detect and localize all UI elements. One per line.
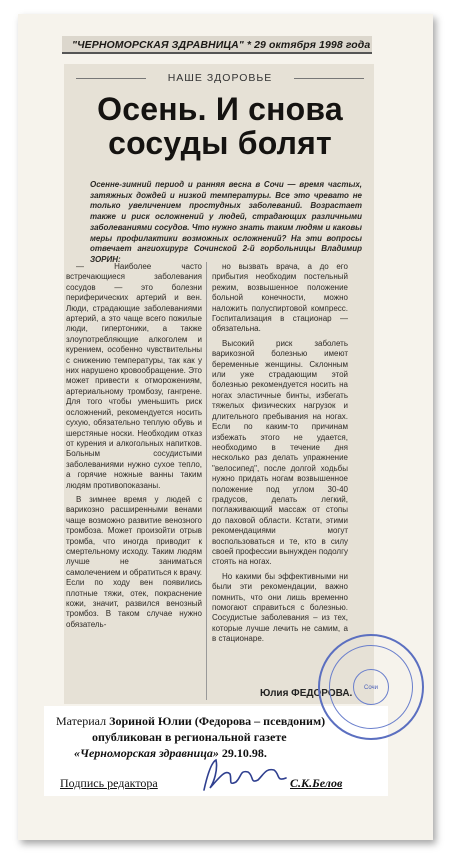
paragraph: Высокий риск заболеть варикозной болезнью имеют беременные женщины. Склонным или уже страдающим этой болезнью рекомендуется носить на ногах эластичные бинты, избегать тяжелых физических нагрузок и длительного пребывания на ногах. Если по каким-то причинам избежать этого не удается, необходимо в течение дня несколько раз делать упражнение "велосипед", после долгой ходьбы нужно придать ногам возвышенное положение под углом 30-40 градусов, делать легкий, поглаживающий массаж от стопы до паховой области. Кстати, этими рекомендациями могут воспользоваться и те, кто в силу своей профессии вынужден подолгу стоять на ногах. bbox=[212, 338, 348, 567]
article-column-right bbox=[212, 262, 348, 649]
author-name: Зориной Юлии (Федорова – псевдоним) bbox=[109, 714, 326, 728]
signature-label: Подпись редактора bbox=[60, 776, 158, 790]
article-headline bbox=[70, 92, 370, 160]
editor-signature bbox=[196, 752, 294, 796]
paragraph: Но какими бы эффективными ни были эти рекомендации, важно помнить, что они лишь временно помогают справиться с болезнью. Сосудистые заболевания – из тех, которые лучше лечить не самим, а в стационаре. bbox=[212, 571, 348, 644]
attestation-line-1 bbox=[56, 714, 325, 729]
attestation-line-2: опубликован в региональной газете bbox=[92, 730, 287, 744]
editor-name: С.К.Белов bbox=[290, 776, 343, 790]
column-divider bbox=[206, 262, 207, 700]
stamp-center: Сочи bbox=[353, 669, 389, 705]
attestation-prefix: Материал bbox=[56, 714, 110, 728]
paragraph: — Наиболее часто встречающиеся заболевания сосудов — это болезни периферических артерий и вен. Люди, страдающие заболеваниями артерий, а это чаще всего пожилые люди, гипертоники, а также злоупотребляющие алкоголем и курением, особенно чувствительны с снижению температуры, так как у них нарушено кровообращение. Это может привести к отморожениям, артериальному тромбозу, гангрене. Для того чтобы уменьшить риск осложнений, рекомендуется носить сухую, обязательно теплую обувь и шерстяные носки. Необходим отказ от курения и алкогольных напитков. Больным сосудистыми заболеваниями нужно сухое тепло, а горячие ножные ванны таким людям противопоказаны. bbox=[66, 262, 202, 490]
official-stamp bbox=[318, 634, 424, 740]
newspaper-masthead: "ЧЕРНОМОРСКАЯ ЗДРАВНИЦА" * 29 октября 1998 года bbox=[62, 36, 372, 54]
headline-line-1: Осень. И снова bbox=[97, 91, 343, 127]
article-column-left bbox=[66, 262, 202, 634]
article-rubric: НАШЕ ЗДОРОВЬЕ bbox=[100, 72, 340, 84]
article-byline: Юлия ФЕДОРОВА. bbox=[260, 688, 353, 699]
publication-date: 29.10.98. bbox=[218, 746, 267, 760]
newspaper-name: «Черноморская здравница» bbox=[74, 746, 219, 760]
article-lead: Осенне-зимний период и ранняя весна в Сочи — время частых, затяжных дождей и низкой температуры. Все это чревато не только увеличением простудных заболеваний. Возрастает также и риск осложнений у людей, страдающих различными заболеваниями сосудов. Что нужно знать таким людям и каковы меры профилактики возможных осложнений? На эти вопросы отвечает ангиохирург Сочинской 2-й горбольницы Владимир ЗОРИН: bbox=[90, 180, 362, 264]
headline-line-2: сосуды болят bbox=[108, 125, 332, 161]
paragraph: но вызвать врача, а до его прибытия необходим постельный режим, возвышенное положение больной конечности, можно наложить полуспиртовой компресс. Госпитализация в стационар — обязательна. bbox=[212, 262, 348, 334]
paragraph: В зимнее время у людей с варикозно расширенными венами чаще возможно развитие венозного тромбоза. Может произойти отрыв тромба, что иногда приводит к смертельному исходу. Таким людям лучше не заниматься самолечением и обратиться к врачу. Если по ходу вен появились плотные тяжи, отек, покраснение кожи, значит, развился венозный тромбоз. В таком случае нужно обязатель- bbox=[66, 494, 202, 629]
